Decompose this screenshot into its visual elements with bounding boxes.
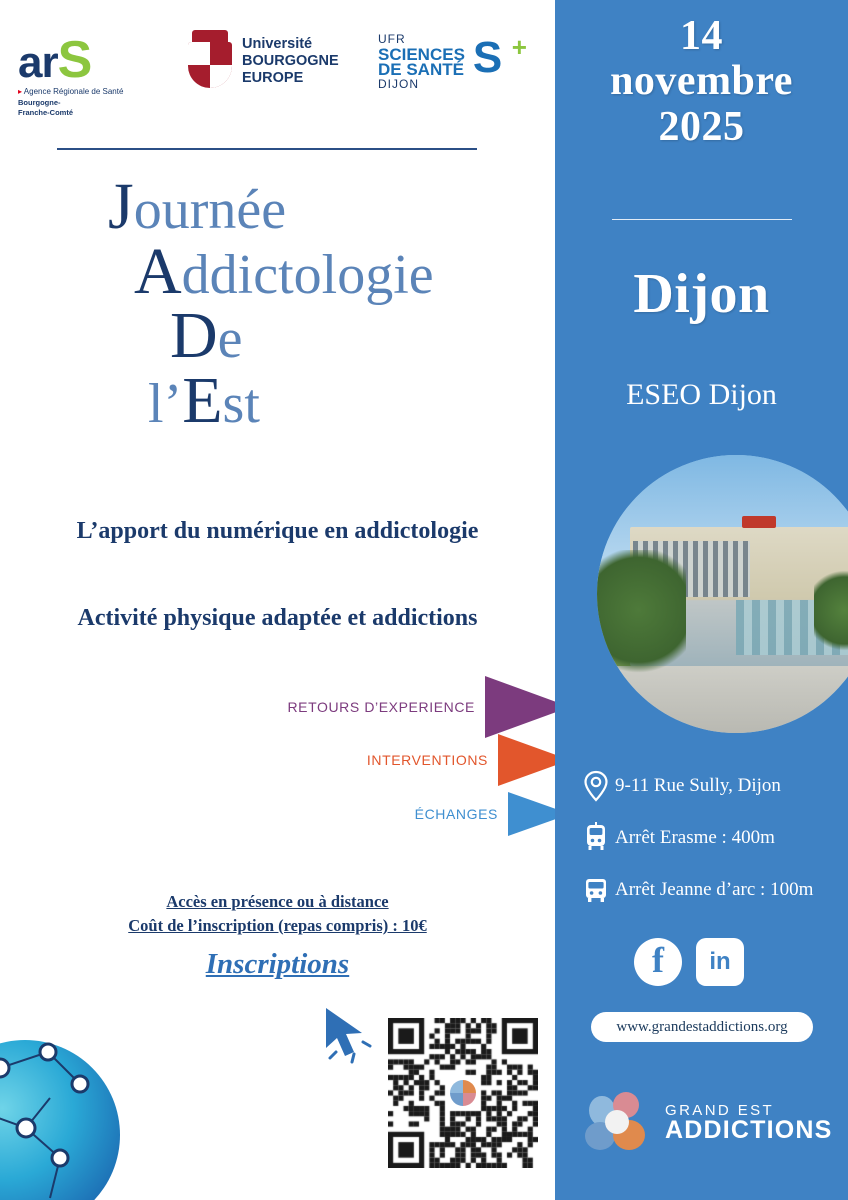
website-url[interactable]: www.grandestaddictions.org	[591, 1012, 813, 1042]
title-rest-4: st	[222, 373, 260, 436]
arrow-item-echanges	[415, 792, 570, 836]
grand-est-line2: ADDICTIONS	[665, 1115, 833, 1144]
ufr-line2: SCIENCES	[378, 45, 465, 64]
title-line-1	[108, 170, 538, 243]
title-line-2	[108, 234, 538, 308]
address-text: 9-11 Rue Sully, Dijon	[615, 775, 781, 796]
title-rest-1: ournée	[133, 179, 287, 241]
title-line-4	[108, 364, 538, 438]
ars-wordmark	[18, 31, 168, 89]
ars-bullet-icon: ▸	[18, 87, 23, 96]
arrow-label-1: RETOURS D’EXPERIENCE	[287, 699, 475, 715]
ufr-text	[378, 32, 465, 92]
ufr-mark-letter: S	[472, 33, 503, 82]
ufr-logo	[378, 32, 546, 92]
social-links	[634, 938, 744, 986]
right-info-panel	[555, 0, 848, 1200]
shield-icon	[186, 30, 234, 92]
ars-subtitle	[18, 87, 168, 96]
tram-icon	[577, 822, 615, 854]
universite-bourgogne-logo	[186, 30, 366, 92]
event-date	[555, 14, 848, 150]
title-divider	[57, 148, 477, 150]
venue-photo	[597, 455, 848, 733]
ufr-mark-plus: +	[511, 32, 527, 62]
title-initial-d: D	[170, 299, 218, 373]
date-month: novembre	[610, 58, 793, 105]
facebook-glyph: f	[652, 940, 664, 980]
tram-text: Arrêt Erasme : 400m	[615, 827, 775, 848]
title-line-3	[108, 299, 538, 373]
grand-est-wordmark	[665, 1103, 833, 1143]
arrow-list	[240, 676, 570, 866]
linkedin-button[interactable]	[696, 938, 744, 986]
qr-center-logo	[446, 1076, 480, 1110]
panel-divider	[612, 219, 792, 220]
ars-word-text: ar	[18, 38, 58, 87]
map-pin-icon	[577, 770, 615, 802]
grand-est-mark-icon	[583, 1092, 657, 1154]
universite-line1: Université	[242, 35, 313, 52]
info-row-address	[577, 770, 848, 802]
qr-code[interactable]	[388, 1018, 538, 1168]
access-line-2: Coût de l’inscription (repas compris) : 10€	[128, 915, 427, 935]
access-line-1: Accès en présence ou à distance	[166, 892, 389, 911]
ufr-s-mark-icon	[472, 32, 527, 88]
theme-1: L’apport du numérique en addictologie	[76, 518, 479, 544]
theme-2: Activité physique adaptée et addictions	[77, 605, 478, 631]
info-row-bus	[577, 874, 848, 906]
bus-text: Arrêt Jeanne d’arc : 100m	[615, 879, 814, 900]
page-title	[108, 170, 538, 438]
ars-region-line1: Bourgogne-	[18, 98, 61, 107]
inscriptions-link[interactable]: Inscriptions	[205, 948, 350, 980]
linkedin-glyph: in	[709, 948, 731, 975]
universite-line3: EUROPE	[242, 69, 304, 86]
venue-access-info	[577, 770, 848, 926]
title-initial-e: E	[182, 364, 223, 438]
ars-logo	[18, 31, 168, 118]
ufr-line4: DIJON	[378, 77, 419, 91]
arrow-item-interventions	[367, 734, 570, 786]
date-day: 14	[680, 13, 723, 59]
grand-est-addictions-logo	[583, 1085, 833, 1160]
event-city: Dijon	[633, 263, 770, 325]
facebook-button[interactable]	[634, 938, 682, 986]
cursor-click-icon	[318, 1000, 388, 1070]
ufr-line3: DE SANTÉ	[378, 60, 464, 79]
title-prefix-4: l’	[148, 373, 183, 436]
partner-logos	[0, 18, 555, 128]
arrow-label-3: ÉCHANGES	[414, 806, 498, 822]
info-row-tram	[577, 822, 848, 854]
title-initial-a: A	[134, 234, 182, 308]
event-venue: ESEO Dijon	[626, 378, 777, 411]
ars-region	[18, 98, 168, 118]
date-year: 2025	[658, 103, 745, 150]
universite-line2: BOURGOGNE	[242, 52, 339, 69]
bus-icon	[577, 874, 615, 906]
title-rest-3: e	[217, 308, 243, 371]
access-info	[0, 890, 555, 938]
universite-text	[242, 36, 339, 87]
ars-region-line2: Franche-Comté	[18, 108, 74, 117]
title-rest-2: ddictologie	[181, 243, 434, 306]
ufr-line1: UFR	[378, 32, 406, 46]
arrow-item-retours	[287, 676, 570, 738]
network-globe-graphic	[0, 1008, 170, 1200]
title-initial-j: J	[108, 170, 134, 243]
grand-est-line1: GRAND EST	[665, 1101, 775, 1119]
ars-subtitle-text: Agence Régionale de Santé	[23, 87, 124, 96]
ars-word-accent: S	[57, 31, 92, 89]
arrow-label-2: INTERVENTIONS	[366, 752, 488, 768]
